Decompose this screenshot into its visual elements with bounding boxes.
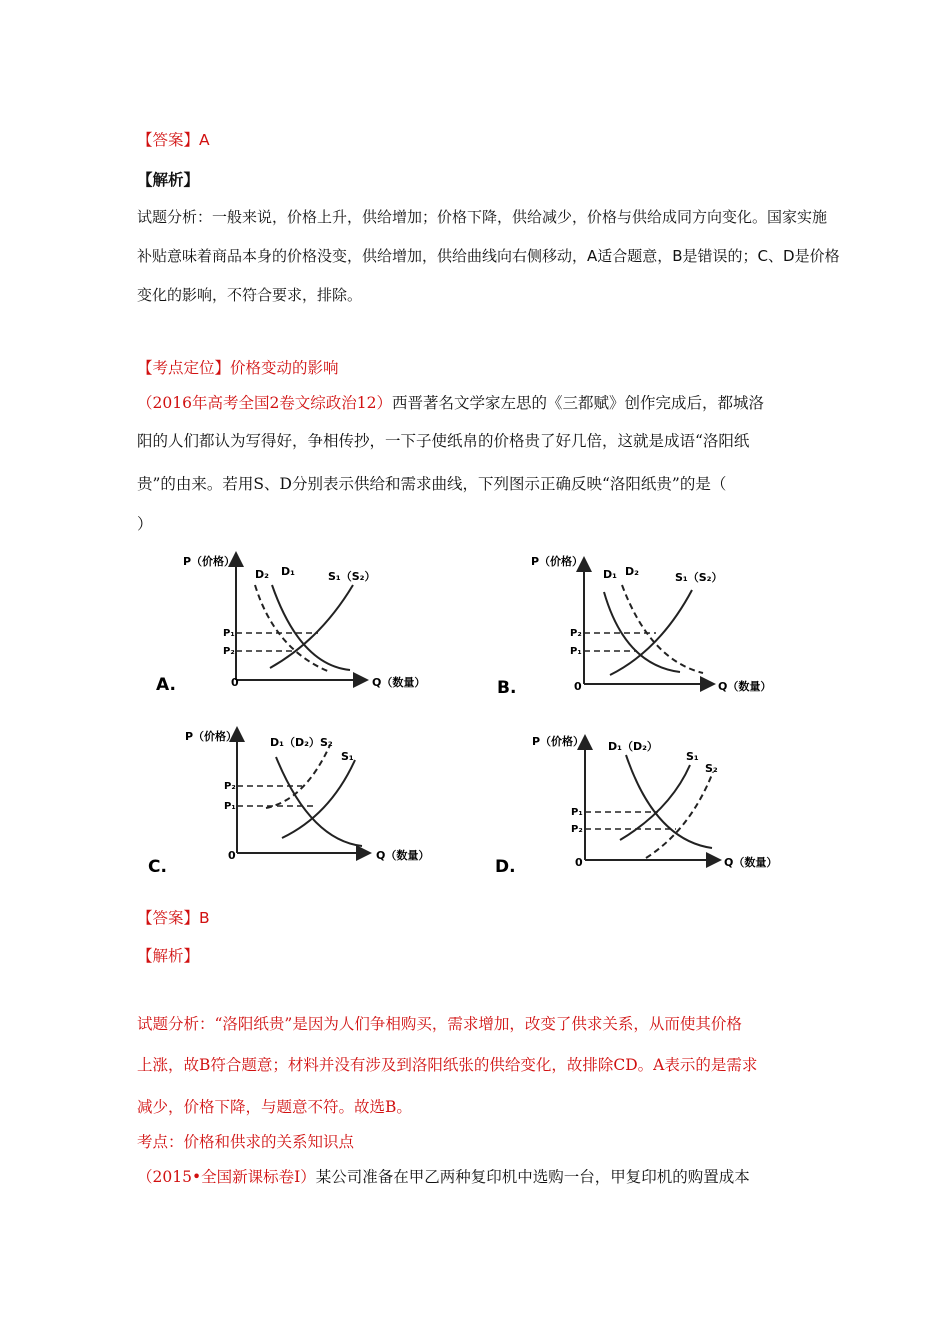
- chart-panel-a: [156, 554, 425, 695]
- label-ylabel-a: P（价格）: [183, 555, 236, 568]
- label-ylabel-b: P（价格）: [531, 555, 584, 568]
- curve-s1: [282, 760, 355, 838]
- label-s2-d: S₂: [705, 762, 718, 775]
- label-p1-b: P₁: [570, 646, 582, 657]
- answer-value-2: B: [199, 909, 210, 927]
- label-p1-c: P₁: [224, 801, 236, 812]
- analysis-line-3: 变化的影响，不符合要求，排除。: [137, 286, 363, 304]
- next-question-line: [137, 1165, 750, 1187]
- kaodian-value: 价格变动的影响: [230, 359, 339, 377]
- label-origin-d: 0: [575, 856, 583, 869]
- chart-panel-d: [495, 734, 777, 877]
- label-origin-c: 0: [228, 849, 236, 862]
- answer-value: A: [199, 131, 210, 149]
- question-line-3: 贵”的由来。若用S、D分别表示供给和需求曲线，下列图示正确反映“洛阳纸贵”的是（: [137, 475, 727, 493]
- analysis2-line-1: 试题分析：“洛阳纸贵”是因为人们争相购买，需求增加，改变了供求关系，从而使其价格: [137, 1015, 742, 1033]
- label-s2-c: S₂: [320, 736, 333, 749]
- label-origin-b: 0: [574, 680, 582, 693]
- answer-label-2: 【答案】: [137, 909, 200, 927]
- label-s1-d: S₁: [686, 750, 699, 763]
- answer-label: 【答案】: [137, 131, 200, 149]
- question-line-4: ）: [137, 515, 153, 533]
- label-d1d2-c: D₁（D₂）: [270, 736, 320, 749]
- chart-panel-b: [497, 554, 771, 698]
- label-title-a: A.: [156, 675, 176, 695]
- label-p2-c: P₂: [224, 781, 236, 792]
- kaodian-label: 【考点定位】: [137, 359, 231, 377]
- label-title-d: D.: [495, 857, 516, 877]
- curve-s1: [270, 585, 353, 668]
- label-s1-b: S₁（S₂）: [675, 571, 723, 584]
- chart-panel-c: [148, 729, 429, 877]
- curve-d1: [626, 755, 712, 848]
- label-origin-a: 0: [231, 676, 239, 689]
- answer-line-2: [137, 906, 210, 928]
- label-xlabel-c: Q（数量）: [376, 849, 430, 862]
- label-ylabel-c: P（价格）: [185, 730, 238, 743]
- curve-d1: [272, 585, 350, 670]
- analysis-label-2: 【解析】: [137, 947, 200, 965]
- label-d1d2-d: D₁（D₂）: [608, 740, 658, 753]
- next-question-text: 某公司准备在甲乙两种复印机中选购一台，甲复印机的购置成本: [315, 1168, 750, 1186]
- label-s1-c: S₁: [341, 750, 354, 763]
- label-s1-a: S₁（S₂）: [328, 570, 376, 583]
- analysis-line-1: 试题分析：一般来说，价格上升，供给增加；价格下降，供给减少，价格与供给成同方向变化。国家实施: [137, 208, 828, 226]
- label-xlabel-d: Q（数量）: [724, 856, 778, 869]
- analysis-label: 【解析】: [137, 170, 200, 189]
- analysis-line-2: 补贴意味着商品本身的价格没变，供给增加，供给曲线向右侧移动，A适合题意，B是错误的；C、D是价格: [137, 247, 840, 265]
- label-p1-d: P₁: [571, 807, 583, 818]
- question-text-1: 西晋著名文学家左思的《三都赋》创作完成后，都城洛: [392, 394, 765, 412]
- label-xlabel-b: Q（数量）: [718, 680, 772, 693]
- label-d1-a: D₁: [281, 565, 295, 578]
- next-question-source: （2015•全国新课标卷Ⅰ）: [137, 1168, 316, 1186]
- kaodian-2: 考点：价格和供求的关系知识点: [137, 1133, 355, 1151]
- analysis2-line-3: 减少，价格下降，与题意不符。故选B。: [137, 1098, 412, 1116]
- label-xlabel-a: Q（数量）: [372, 676, 426, 689]
- label-title-b: B.: [497, 678, 517, 698]
- curve-d1: [604, 592, 680, 672]
- question-source: （2016年高考全国2卷文综政治12）: [137, 394, 393, 412]
- label-ylabel-d: P（价格）: [532, 735, 585, 748]
- label-p2-b: P₂: [570, 628, 582, 639]
- label-d1-b: D₁: [603, 568, 617, 581]
- label-p2-d: P₂: [571, 824, 583, 835]
- label-p1-a: P₁: [223, 628, 235, 639]
- question-line-2: 阳的人们都认为写得好，争相传抄，一下子使纸帛的价格贵了好几倍，这就是成语“洛阳纸: [137, 432, 750, 450]
- label-title-c: C.: [148, 857, 167, 877]
- label-d2-a: D₂: [255, 568, 269, 581]
- label-d2-b: D₂: [625, 565, 639, 578]
- label-p2-a: P₂: [223, 646, 235, 657]
- analysis2-line-2: 上涨，故B符合题意；材料并没有涉及到洛阳纸张的供给变化，故排除CD。A表示的是需求: [137, 1056, 758, 1074]
